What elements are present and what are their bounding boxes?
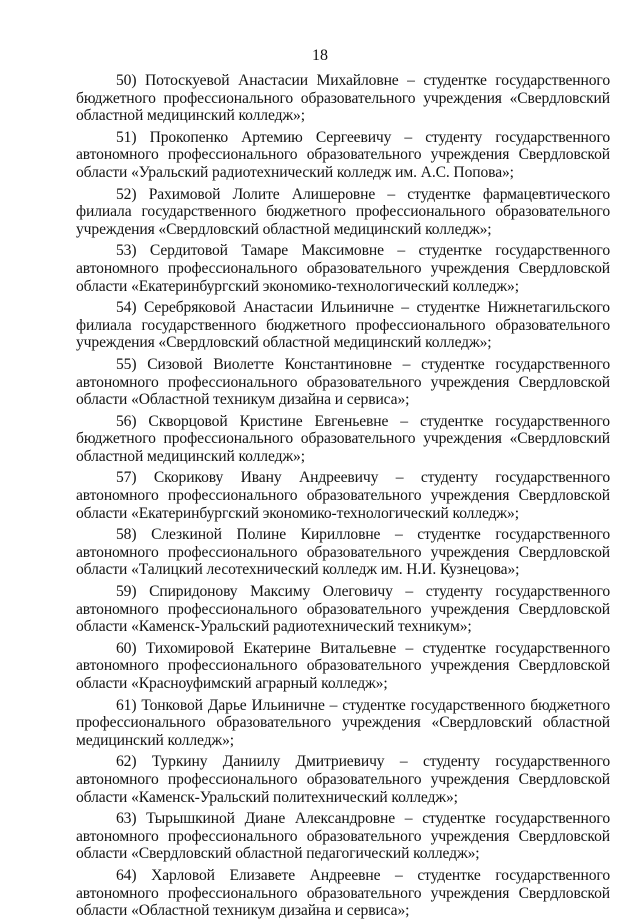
item-text: Потоскуевой Анастасии Михайловне – студентке государственного бюджетного профессионального образовательного учреждения «Свердловский областной медицинский колледж»; — [76, 72, 610, 125]
item-text: Сизовой Виолетте Константиновне – студентке государственного автономного профессионального образовательного учреждения Свердловской области «Областной техникум дизайна и сервиса»; — [76, 355, 610, 409]
list-item — [76, 356, 610, 409]
list-item — [76, 583, 610, 636]
item-number: 56) — [116, 412, 137, 430]
list-item — [76, 413, 610, 466]
item-text: Рахимовой Лолите Алишеровне – студентке фармацевтического филиала государственного бюджетного профессионального образовательного учреждения «Свердловский областной медицинский колледж»; — [76, 185, 611, 238]
item-number: 60) — [116, 639, 137, 657]
item-number: 63) — [116, 810, 137, 828]
list-item — [76, 640, 610, 693]
item-number: 61) — [116, 696, 137, 714]
list-item — [76, 526, 610, 579]
item-number: 62) — [116, 753, 137, 771]
item-text: Скворцовой Кристине Евгеньевне – студентке государственного бюджетного профессионального образовательного учреждения «Свердловский областной медицинский колледж»; — [76, 412, 610, 465]
list-item — [76, 469, 610, 522]
list-item — [76, 753, 610, 806]
item-text: Тырышкиной Диане Александровне – студентке государственного автономного профессионального образовательного учреждения Свердловской области «Свердловский областной педагогический колледж»; — [76, 810, 610, 863]
list-item — [76, 129, 610, 182]
item-text: Сердитовой Тамаре Максимовне – студентке государственного автономного профессионального образовательного учреждения Свердловской области «Екатеринбургский экономико-технологический колледж»; — [76, 242, 610, 295]
item-number: 54) — [116, 299, 137, 317]
item-number: 52) — [116, 185, 137, 203]
item-number: 57) — [116, 469, 137, 487]
item-number: 64) — [116, 866, 137, 884]
item-number: 51) — [116, 128, 137, 146]
list-item — [76, 299, 610, 352]
item-text: Спиридонову Максиму Олеговичу – студенту государственного автономного профессионального образовательного учреждения Свердловской области «Каменск-Уральский радиотехнический техникум»; — [76, 583, 611, 636]
entry-list — [76, 72, 610, 924]
item-number: 58) — [116, 526, 137, 544]
list-item — [76, 242, 610, 295]
list-item — [76, 810, 610, 863]
item-number: 53) — [116, 242, 137, 260]
list-item — [76, 186, 610, 239]
item-text: Тихомировой Екатерине Витальевне – студентке государственного автономного профессионального образовательного учреждения Свердловской области «Красноуфимский аграрный колледж»; — [76, 639, 610, 692]
page-number: 18 — [312, 47, 328, 64]
item-text: Скорикову Ивану Андреевичу – студенту государственного автономного профессионального образовательного учреждения Свердловской области «Екатеринбургский экономико-технологический колледж»; — [76, 469, 610, 522]
list-item — [76, 697, 610, 750]
item-text: Прокопенко Артемию Сергеевичу – студенту государственного автономного профессионального образовательного учреждения Свердловской области «Уральский радиотехнический колледж им. А.С. Попова»; — [76, 128, 611, 181]
item-text: Серебряковой Анастасии Ильиничне – студентке Нижнетагильского филиала государственного бюджетного профессионального образовательного учреждения «Свердловский областной медицинский колледж»; — [76, 299, 610, 352]
item-text: Тонковой Дарье Ильиничне – студентке государственного бюджетного профессионального образовательного учреждения «Свердловский областной медицинский колледж»; — [76, 696, 610, 749]
item-text: Туркину Даниилу Дмитриевичу – студенту государственного автономного профессионального образовательного учреждения Свердловской области «Каменск-Уральский политехнический колледж»; — [76, 753, 611, 806]
item-number: 55) — [116, 355, 137, 373]
item-number: 50) — [116, 72, 137, 89]
item-text: Слезкиной Полине Кирилловне – студентке государственного автономного профессионального образовательного учреждения Свердловской области «Талицкий лесотехнический колледж им. Н.И. Кузнецова»; — [76, 526, 610, 579]
list-item — [76, 72, 610, 125]
list-item — [76, 867, 610, 920]
item-text: Харловой Елизавете Андреевне – студентке государственного автономного профессионального образовательного учреждения Свердловской области «Областной техникум дизайна и сервиса»; — [76, 866, 611, 920]
item-number: 59) — [116, 583, 137, 601]
